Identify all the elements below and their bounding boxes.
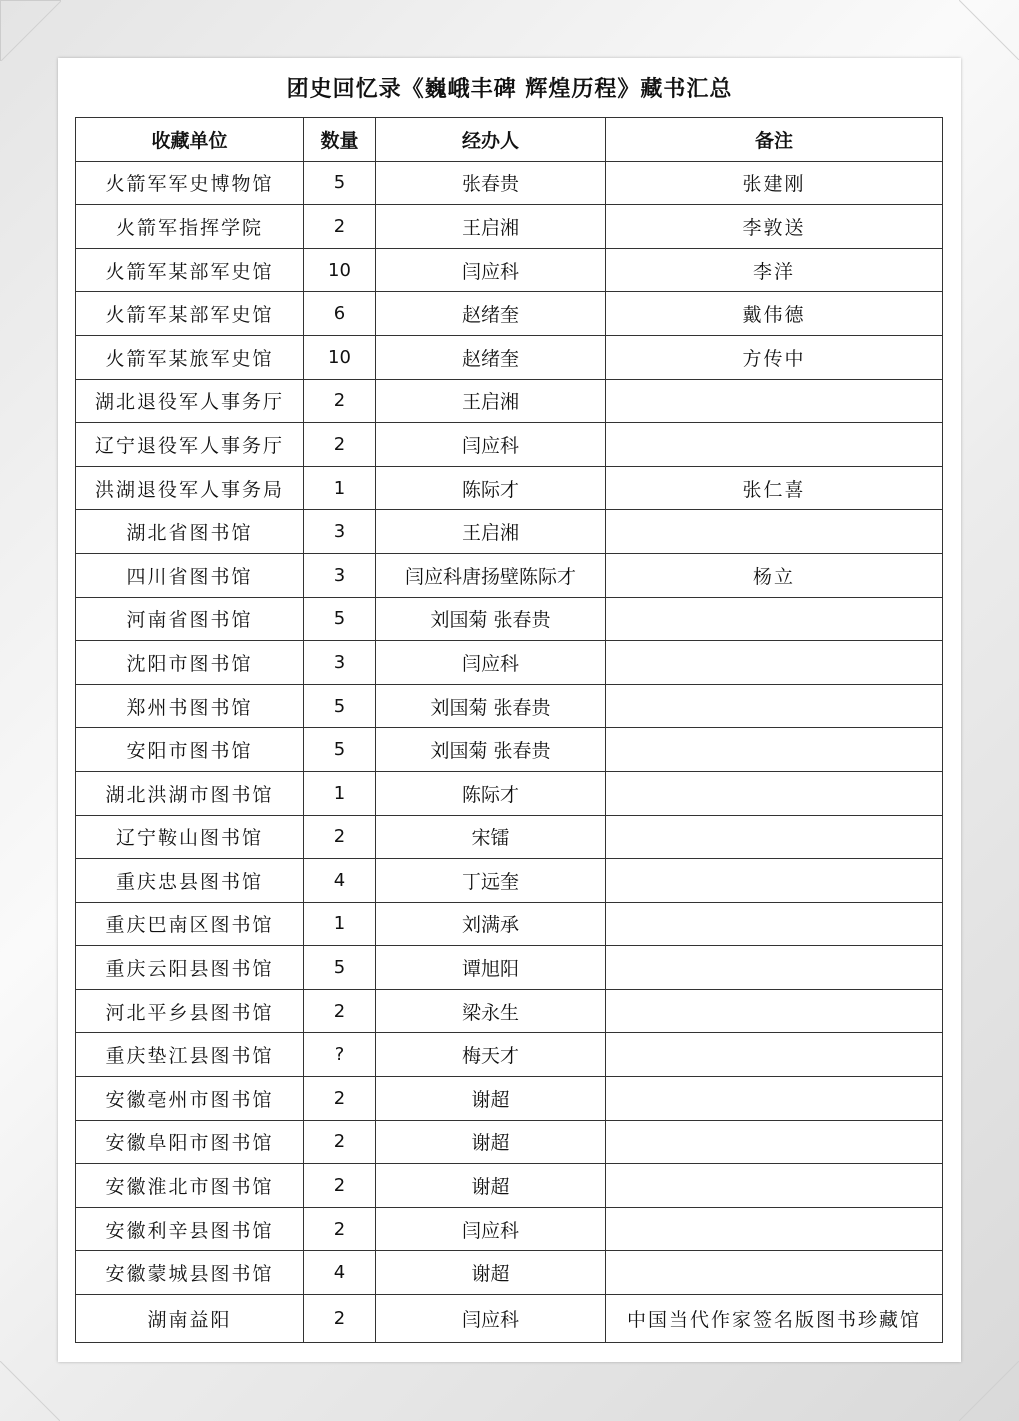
cell-note — [606, 1207, 943, 1251]
cell-handler: 闫应科 — [376, 423, 606, 467]
table-row — [76, 728, 943, 772]
cell-qty: 3 — [304, 510, 376, 554]
cell-unit: 重庆云阳县图书馆 — [76, 946, 304, 990]
cell-handler: 谢超 — [376, 1251, 606, 1295]
cell-qty: 3 — [304, 641, 376, 685]
cell-handler: 闫应科 — [376, 1207, 606, 1251]
cell-unit: 重庆垫江县图书馆 — [76, 1033, 304, 1077]
cell-handler: 谢超 — [376, 1077, 606, 1121]
frame-corner-bottom-right — [959, 1361, 1019, 1421]
cell-handler: 闫应科 — [376, 641, 606, 685]
cell-unit: 洪湖退役军人事务局 — [76, 466, 304, 510]
cell-handler: 梁永生 — [376, 989, 606, 1033]
cell-qty: 5 — [304, 946, 376, 990]
cell-qty: 10 — [304, 335, 376, 379]
table-row — [76, 510, 943, 554]
cell-note — [606, 641, 943, 685]
cell-note — [606, 946, 943, 990]
cell-unit: 安徽阜阳市图书馆 — [76, 1120, 304, 1164]
cell-unit: 安徽蒙城县图书馆 — [76, 1251, 304, 1295]
cell-unit: 辽宁鞍山图书馆 — [76, 815, 304, 859]
cell-note: 李洋 — [606, 248, 943, 292]
header-handler: 经办人 — [376, 118, 606, 162]
table-row — [76, 989, 943, 1033]
cell-unit: 安徽淮北市图书馆 — [76, 1164, 304, 1208]
cell-note — [606, 423, 943, 467]
cell-qty: 2 — [304, 379, 376, 423]
table-row — [76, 1207, 943, 1251]
cell-note: 张建刚 — [606, 161, 943, 205]
cell-qty: 2 — [304, 1295, 376, 1343]
cell-note: 戴伟德 — [606, 292, 943, 336]
cell-unit: 安徽亳州市图书馆 — [76, 1077, 304, 1121]
cell-handler: 谭旭阳 — [376, 946, 606, 990]
table-row — [76, 1164, 943, 1208]
cell-note — [606, 1120, 943, 1164]
table-row — [76, 248, 943, 292]
table-row — [76, 946, 943, 990]
cell-note: 李敦送 — [606, 205, 943, 249]
cell-qty: 1 — [304, 466, 376, 510]
cell-unit: 湖南益阳 — [76, 1295, 304, 1343]
frame-corner-top-left — [0, 0, 61, 61]
table-row — [76, 1033, 943, 1077]
table-row — [76, 292, 943, 336]
table-header-row — [76, 118, 943, 162]
table-row — [76, 684, 943, 728]
table-row — [76, 1295, 943, 1343]
cell-note — [606, 1251, 943, 1295]
cell-unit: 重庆巴南区图书馆 — [76, 902, 304, 946]
cell-handler: 宋镭 — [376, 815, 606, 859]
cell-note — [606, 684, 943, 728]
cell-qty: 3 — [304, 553, 376, 597]
cell-unit: 火箭军某旅军史馆 — [76, 335, 304, 379]
cell-handler: 刘国菊 张春贵 — [376, 684, 606, 728]
cell-handler: 丁远奎 — [376, 859, 606, 903]
cell-unit: 辽宁退役军人事务厅 — [76, 423, 304, 467]
table-row — [76, 1120, 943, 1164]
document-title: 团史回忆录《巍峨丰碑 辉煌历程》藏书汇总 — [286, 77, 733, 102]
cell-note: 张仁喜 — [606, 466, 943, 510]
cell-note — [606, 1077, 943, 1121]
cell-note: 方传中 — [606, 335, 943, 379]
cell-handler: 梅天才 — [376, 1033, 606, 1077]
cell-qty: 10 — [304, 248, 376, 292]
cell-unit: 安徽利辛县图书馆 — [76, 1207, 304, 1251]
frame-corner-top-right — [959, 0, 1019, 60]
cell-qty: 2 — [304, 815, 376, 859]
cell-qty: 2 — [304, 989, 376, 1033]
cell-qty: 5 — [304, 597, 376, 641]
table-row — [76, 379, 943, 423]
document-page — [58, 58, 961, 1362]
cell-handler: 张春贵 — [376, 161, 606, 205]
cell-qty: 1 — [304, 771, 376, 815]
table-row — [76, 335, 943, 379]
cell-unit: 火箭军某部军史馆 — [76, 292, 304, 336]
cell-qty: 4 — [304, 1251, 376, 1295]
cell-handler: 刘国菊 张春贵 — [376, 728, 606, 772]
header-note: 备注 — [606, 118, 943, 162]
cell-unit: 河南省图书馆 — [76, 597, 304, 641]
cell-note — [606, 989, 943, 1033]
frame-corner-bottom-left — [0, 1361, 60, 1421]
table-row — [76, 466, 943, 510]
table-row — [76, 641, 943, 685]
cell-qty: 6 — [304, 292, 376, 336]
cell-handler: 王启湘 — [376, 379, 606, 423]
cell-qty: 1 — [304, 902, 376, 946]
table-row — [76, 1251, 943, 1295]
cell-unit: 安阳市图书馆 — [76, 728, 304, 772]
cell-unit: 湖北洪湖市图书馆 — [76, 771, 304, 815]
cell-unit: 湖北省图书馆 — [76, 510, 304, 554]
cell-unit: 沈阳市图书馆 — [76, 641, 304, 685]
cell-handler: 赵绪奎 — [376, 335, 606, 379]
cell-handler: 陈际才 — [376, 771, 606, 815]
collection-table — [75, 117, 943, 1343]
cell-handler: 赵绪奎 — [376, 292, 606, 336]
cell-handler: 王启湘 — [376, 205, 606, 249]
cell-handler: 刘国菊 张春贵 — [376, 597, 606, 641]
table-row — [76, 597, 943, 641]
table-row — [76, 161, 943, 205]
table-row — [76, 205, 943, 249]
header-qty: 数量 — [304, 118, 376, 162]
cell-qty: 4 — [304, 859, 376, 903]
cell-handler: 谢超 — [376, 1120, 606, 1164]
cell-qty: 2 — [304, 205, 376, 249]
cell-unit: 火箭军指挥学院 — [76, 205, 304, 249]
table-row — [76, 1077, 943, 1121]
cell-qty: 5 — [304, 728, 376, 772]
cell-note — [606, 597, 943, 641]
table-row — [76, 815, 943, 859]
cell-unit: 湖北退役军人事务厅 — [76, 379, 304, 423]
cell-qty: ? — [304, 1033, 376, 1077]
cell-note — [606, 379, 943, 423]
cell-note: 中国当代作家签名版图书珍藏馆 — [606, 1295, 943, 1343]
cell-handler: 闫应科 — [376, 248, 606, 292]
cell-handler: 陈际才 — [376, 466, 606, 510]
cell-note — [606, 510, 943, 554]
table-row — [76, 859, 943, 903]
cell-handler: 闫应科 — [376, 1295, 606, 1343]
cell-note: 杨立 — [606, 553, 943, 597]
table-row — [76, 553, 943, 597]
table-row — [76, 902, 943, 946]
header-unit: 收藏单位 — [76, 118, 304, 162]
cell-handler: 刘满承 — [376, 902, 606, 946]
cell-unit: 河北平乡县图书馆 — [76, 989, 304, 1033]
cell-handler: 谢超 — [376, 1164, 606, 1208]
cell-note — [606, 1033, 943, 1077]
cell-unit: 四川省图书馆 — [76, 553, 304, 597]
cell-note — [606, 771, 943, 815]
cell-handler: 闫应科唐扬壁陈际才 — [376, 553, 606, 597]
cell-unit: 火箭军某部军史馆 — [76, 248, 304, 292]
cell-qty: 5 — [304, 684, 376, 728]
cell-note — [606, 902, 943, 946]
cell-qty: 5 — [304, 161, 376, 205]
table-row — [76, 423, 943, 467]
cell-note — [606, 1164, 943, 1208]
cell-note — [606, 728, 943, 772]
cell-unit: 重庆忠县图书馆 — [76, 859, 304, 903]
table-row — [76, 771, 943, 815]
cell-unit: 郑州书图书馆 — [76, 684, 304, 728]
cell-qty: 2 — [304, 1120, 376, 1164]
cell-qty: 2 — [304, 1207, 376, 1251]
cell-unit: 火箭军军史博物馆 — [76, 161, 304, 205]
cell-note — [606, 815, 943, 859]
cell-handler: 王启湘 — [376, 510, 606, 554]
cell-qty: 2 — [304, 1077, 376, 1121]
cell-qty: 2 — [304, 423, 376, 467]
cell-note — [606, 859, 943, 903]
cell-qty: 2 — [304, 1164, 376, 1208]
table-body — [76, 161, 943, 1342]
